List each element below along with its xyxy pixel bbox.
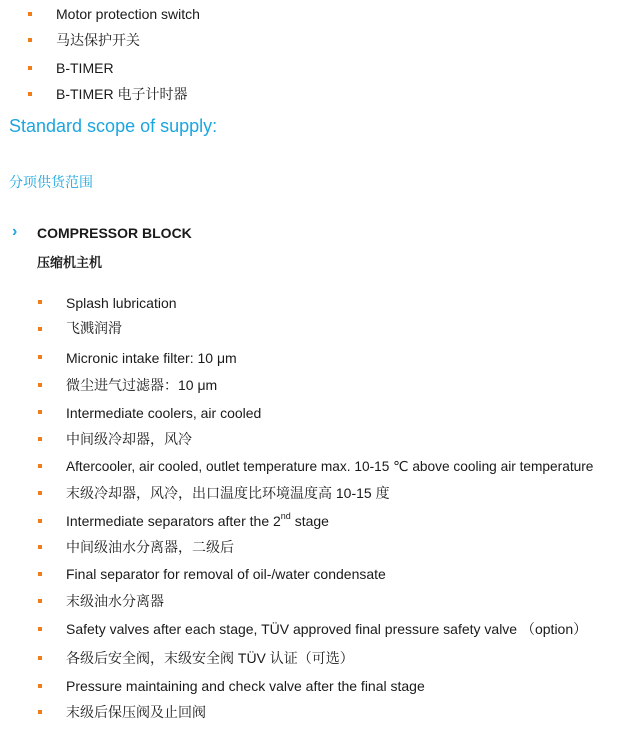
bullet-icon: [28, 38, 32, 42]
bullet-icon: [38, 355, 42, 359]
bullet-icon: [38, 437, 42, 441]
list-item: Motor protection switch: [56, 6, 200, 22]
list-item: B-TIMER 电子计时器: [56, 86, 188, 102]
list-item: 末级冷却器，风冷，出口温度比环境温度高 10-15 度: [66, 485, 390, 501]
bullet-icon: [38, 410, 42, 414]
list-item: Splash lubrication: [66, 295, 177, 311]
chevron-right-icon: ›: [12, 223, 18, 240]
superscript: nd: [280, 511, 291, 522]
list-item: 末级油水分离器: [66, 593, 164, 609]
bullet-icon: [28, 66, 32, 70]
list-item: 中间级油水分离器，二级后: [66, 539, 234, 555]
list-item: 各级后安全阀，末级安全阀 TÜV 认证（可选）: [66, 650, 354, 666]
list-item-text: stage: [290, 513, 329, 529]
list-item: Safety valves after each stage, TÜV approved final pressure safety valve （option）: [66, 621, 588, 637]
list-item: Final separator for removal of oil-/water condensate: [66, 566, 386, 582]
list-item: B-TIMER: [56, 60, 114, 76]
section-title: COMPRESSOR BLOCK: [37, 225, 192, 241]
section-subtitle: 压缩机主机: [37, 255, 103, 270]
list-item: Pressure maintaining and check valve after the final stage: [66, 678, 425, 694]
list-item: [66, 513, 329, 529]
list-item: Intermediate coolers, air cooled: [66, 405, 262, 421]
bullet-icon: [38, 684, 42, 688]
bullet-icon: [38, 491, 42, 495]
list-item: 马达保护开关: [56, 32, 140, 48]
bullet-icon: [38, 572, 42, 576]
bullet-icon: [38, 300, 42, 304]
bullet-icon: [38, 599, 42, 603]
list-item-text: Intermediate separators after the 2: [66, 513, 281, 529]
bullet-icon: [38, 464, 42, 468]
supply-title-cn: 分项供货范围: [9, 174, 93, 190]
list-item: 微尘进气过滤器：10 μm: [66, 377, 218, 393]
list-item: 中间级冷却器，风冷: [66, 431, 192, 447]
list-item: 飞溅润滑: [66, 320, 122, 336]
bullet-icon: [38, 383, 42, 387]
bullet-icon: [28, 92, 32, 96]
bullet-icon: [28, 12, 32, 16]
bullet-icon: [38, 519, 42, 523]
supply-title: Standard scope of supply:: [9, 116, 218, 136]
bullet-icon: [38, 327, 42, 331]
list-item: Micronic intake filter: 10 μm: [66, 350, 237, 366]
list-item: Aftercooler, air cooled, outlet temperature max. 10-15 ℃ above cooling air temperature: [66, 459, 594, 474]
bullet-icon: [38, 627, 42, 631]
list-item: 末级后保压阀及止回阀: [66, 704, 206, 720]
bullet-icon: [38, 545, 42, 549]
bullet-icon: [38, 656, 42, 660]
bullet-icon: [38, 710, 42, 714]
